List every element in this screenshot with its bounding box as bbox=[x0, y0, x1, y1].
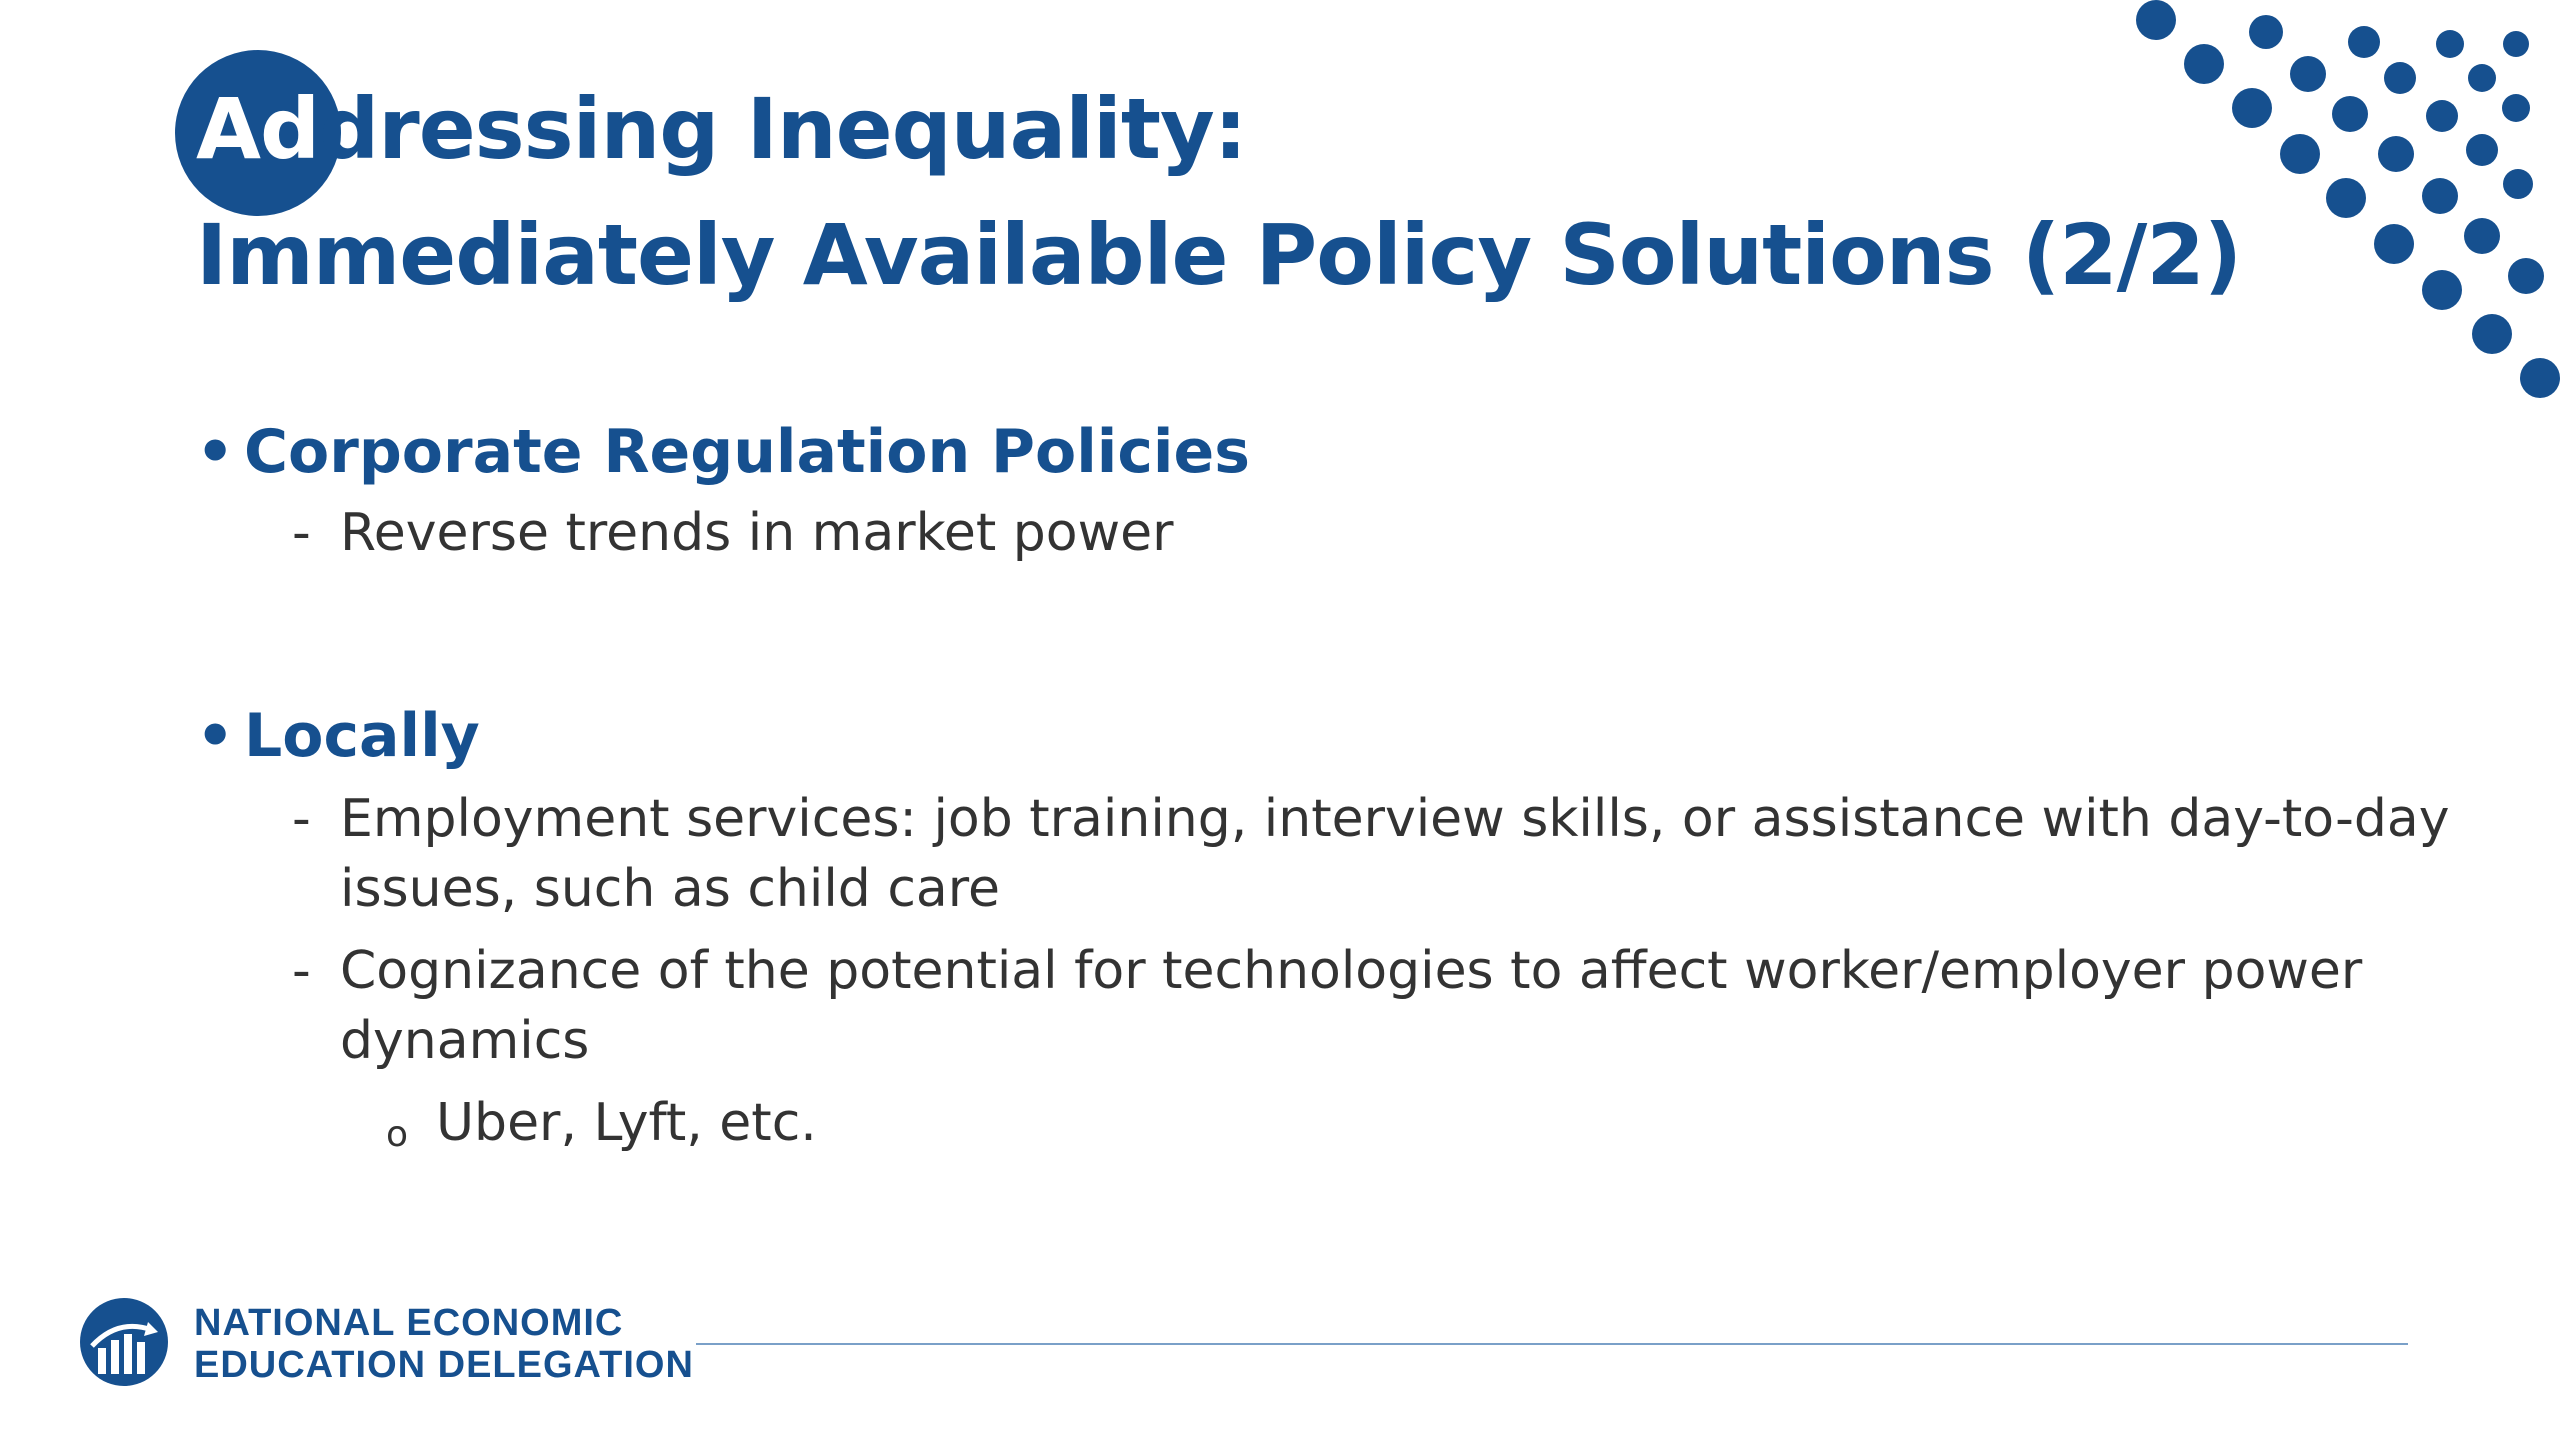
need-logo-icon bbox=[78, 1296, 170, 1388]
footer-org-line-1: NATIONAL ECONOMIC bbox=[194, 1302, 624, 1344]
dash-icon: - bbox=[292, 941, 311, 1001]
title-line-2: Immediately Available Policy Solutions (2/2) bbox=[196, 206, 2242, 304]
sub-item bbox=[196, 784, 2540, 924]
bullet-heading bbox=[196, 692, 2436, 780]
sub-sub-item-text: Uber, Lyft, etc. bbox=[436, 1093, 817, 1153]
dash-icon: - bbox=[292, 789, 311, 849]
circle-bullet-icon: o bbox=[386, 1114, 409, 1155]
title-line-1-rest: dressing Inequality: bbox=[319, 80, 1247, 178]
bullet-heading-text: Locally bbox=[244, 701, 480, 771]
footer-org-line-2: EDUCATION DELEGATION bbox=[194, 1344, 694, 1386]
sub-item bbox=[196, 498, 2540, 568]
title-highlight: Ad bbox=[196, 80, 320, 178]
dash-icon: - bbox=[292, 503, 311, 563]
sub-item-text: Employment services: job training, interview skills, or assistance with day-to-day issues, such as child care bbox=[340, 789, 2450, 919]
bullet-icon: • bbox=[196, 701, 235, 771]
bullet-heading-text: Corporate Regulation Policies bbox=[244, 417, 1250, 487]
page-title bbox=[196, 66, 2241, 318]
sub-item-text: Reverse trends in market power bbox=[340, 503, 1174, 563]
sub-item-text: Cognizance of the potential for technologies to affect worker/employer power dynamics bbox=[340, 941, 2363, 1071]
bullet-heading bbox=[196, 408, 2436, 496]
sub-item bbox=[196, 936, 2540, 1076]
footer-org-name bbox=[194, 1302, 694, 1386]
bullet-icon: • bbox=[196, 417, 235, 487]
footer-divider bbox=[696, 1343, 2408, 1345]
title-line-1 bbox=[196, 66, 2241, 192]
slide-body bbox=[196, 408, 2450, 1160]
sub-sub-item bbox=[196, 1086, 2436, 1160]
